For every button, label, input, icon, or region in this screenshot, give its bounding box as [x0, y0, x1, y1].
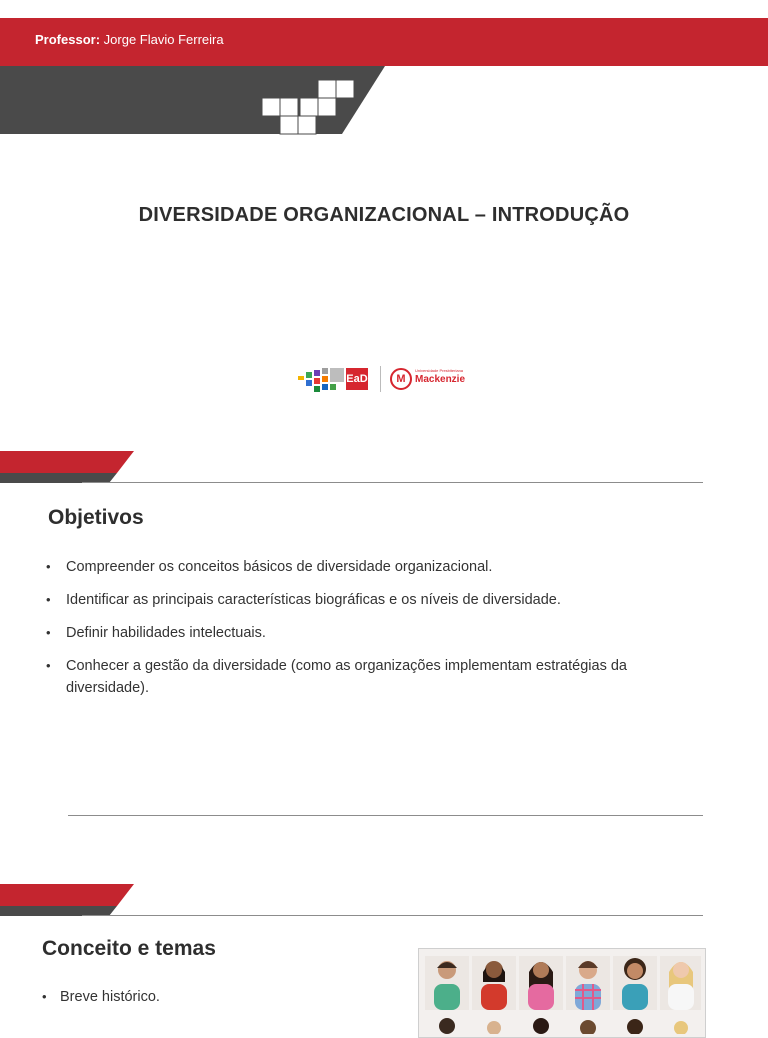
mackenzie-small-text: Universidade Presbiteriana	[415, 368, 464, 373]
professor-label: Professor:	[35, 32, 101, 47]
objective-item: • Identificar as principais características biográficas e os níveis de diversidade.	[46, 589, 686, 611]
section-title-objetivos: Objetivos	[48, 506, 144, 529]
people-portraits-image	[425, 954, 701, 1034]
logo-divider	[380, 366, 381, 392]
objectives-list	[46, 556, 686, 710]
concept-list	[42, 986, 160, 1008]
diverse-people-photo	[418, 948, 706, 1038]
concept-item: • Breve histórico.	[42, 986, 160, 1008]
institution-logos	[298, 364, 478, 396]
section-rule-top	[82, 482, 703, 483]
mackenzie-name: Mackenzie	[415, 374, 466, 385]
section-deco-objetivos	[0, 451, 140, 483]
slide-title: DIVERSIDADE ORGANIZACIONAL – INTRODUÇÃO	[138, 204, 630, 226]
objective-item: • Conhecer a gestão da diversidade (como as organizações implementam estratégias da diversidade).	[46, 655, 686, 699]
ead-logo-icon	[298, 364, 348, 394]
mackenzie-logo-icon: M	[390, 368, 412, 390]
professor-name: Jorge Flavio Ferreira	[103, 32, 224, 47]
pixel-squares-icon	[262, 80, 358, 136]
professor-line	[35, 32, 224, 47]
section-rule-top	[82, 915, 703, 916]
objective-item: • Compreender os conceitos básicos de diversidade organizacional.	[46, 556, 686, 578]
section-title-conceito: Conceito e temas	[42, 937, 216, 960]
section-rule-bottom	[68, 815, 703, 816]
section-deco-conceito	[0, 884, 140, 916]
objective-item: • Definir habilidades intelectuais.	[46, 622, 686, 644]
ead-logo-text: EaD	[346, 368, 368, 390]
